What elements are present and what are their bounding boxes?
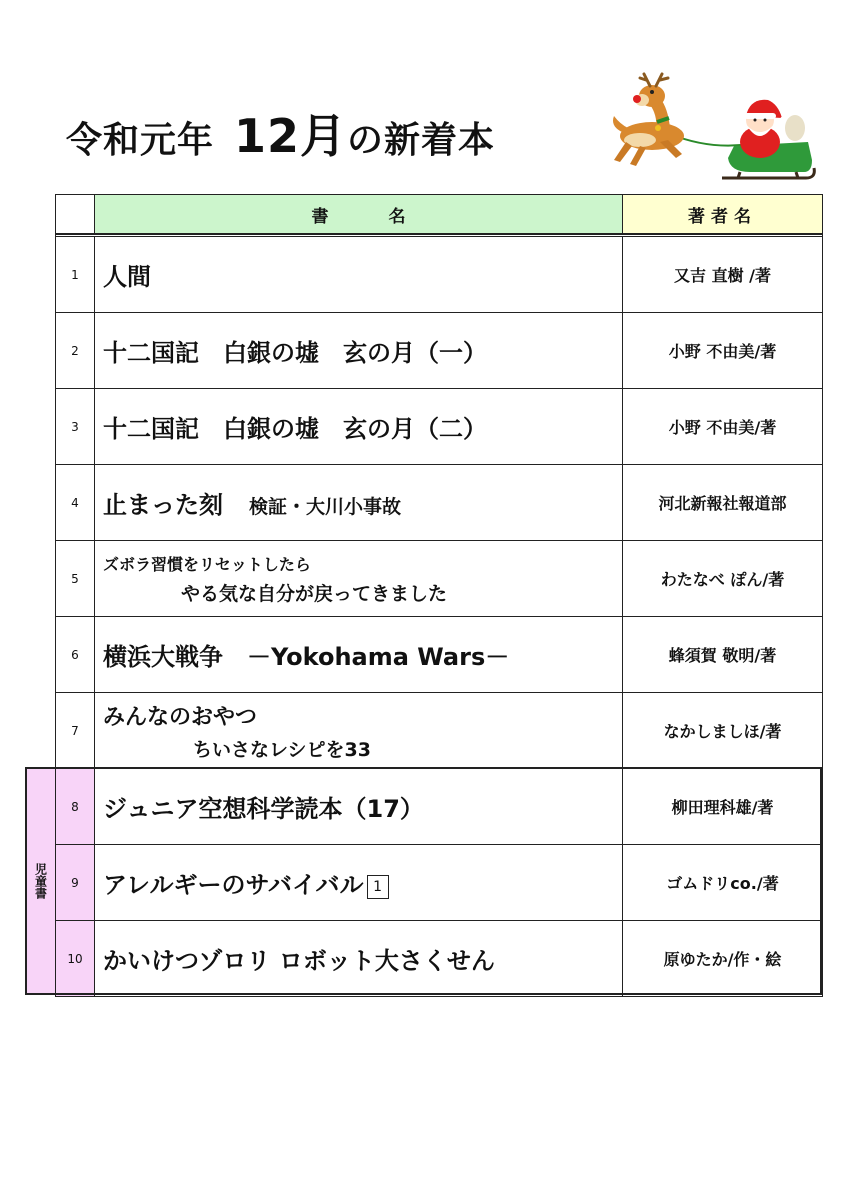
row-number: 7 [56, 693, 95, 768]
children-books-label: 児童書 [33, 863, 48, 899]
row-number: 4 [56, 465, 95, 540]
book-author: ゴムドリco./著 [666, 874, 779, 893]
table-row [56, 692, 822, 768]
book-author: 小野 不由美/著 [668, 418, 777, 437]
table-row [56, 768, 822, 844]
book-title-line1: ズボラ習慣をリセットしたら [103, 554, 311, 574]
book-title: 十二国記 白銀の墟 玄の月（二） [103, 415, 487, 443]
table-row [56, 464, 822, 540]
book-author: 蜂須賀 敬明/著 [668, 646, 777, 665]
book-title: アレルギーのサバイバル [103, 870, 364, 899]
table-row [56, 234, 822, 312]
title-month: 12月 [234, 109, 348, 163]
book-author: 柳田理科雄/著 [671, 798, 774, 817]
book-title-cell [95, 693, 623, 768]
table-header [56, 195, 822, 234]
row-number: 1 [56, 237, 95, 312]
table-row [56, 312, 822, 388]
book-subtitle: 検証・大川小事故 [249, 496, 402, 518]
book-title-cell [95, 389, 623, 464]
row-number: 2 [56, 313, 95, 388]
row-number: 9 [56, 845, 95, 920]
book-title: 十二国記 白銀の墟 玄の月（一） [103, 339, 487, 367]
header-num-cell [56, 195, 95, 233]
new-books-table [55, 194, 823, 997]
reindeer-santa-sleigh-illustration [600, 72, 818, 192]
table-row [56, 920, 822, 996]
header-author-cell: 著者名 [623, 195, 822, 233]
book-title: 人間 [103, 263, 151, 291]
page-title [66, 100, 496, 163]
book-title-cell [95, 465, 623, 540]
header-title-cell: 書名 [95, 195, 623, 233]
title-era: 令和元年 [66, 120, 215, 161]
book-title-cell [95, 313, 623, 388]
title-suffix: の新着本 [347, 120, 496, 161]
book-author: わたなべ ぽん/著 [660, 570, 785, 589]
row-number: 5 [56, 541, 95, 616]
table-row [56, 540, 822, 616]
row-number: 8 [56, 769, 95, 844]
book-title-cell [95, 237, 623, 312]
book-title: 横浜大戦争 －Yokohama Wars－ [103, 643, 510, 671]
volume-number-box: 1 [367, 875, 389, 899]
row-number: 6 [56, 617, 95, 692]
book-title-cell [95, 617, 623, 692]
book-title-cell [95, 769, 623, 844]
book-title-line2: ちいさなレシピを33 [193, 738, 371, 761]
book-title-line1: みんなのおやつ [103, 704, 258, 730]
book-title: 止まった刻 [103, 491, 223, 519]
book-author: なかしましほ/著 [663, 722, 782, 741]
book-title-cell [95, 921, 623, 996]
table-row [56, 616, 822, 692]
book-title: ジュニア空想科学読本（17） [103, 795, 424, 823]
book-title-cell [95, 845, 623, 920]
book-author: 小野 不由美/著 [668, 342, 777, 361]
book-title-cell [95, 541, 623, 616]
table-row [56, 844, 822, 920]
children-section-label-box [25, 767, 55, 995]
book-title-line2: やる気な自分が戻ってきました [181, 582, 448, 605]
book-author: 河北新報社報道部 [658, 494, 787, 513]
table-row [56, 388, 822, 464]
book-title: かいけつゾロリ ロボット大さくせん [103, 947, 495, 975]
book-author: 又吉 直樹 /著 [674, 266, 771, 285]
row-number: 10 [56, 921, 95, 996]
book-author: 原ゆたか/作・絵 [663, 950, 782, 969]
row-number: 3 [56, 389, 95, 464]
